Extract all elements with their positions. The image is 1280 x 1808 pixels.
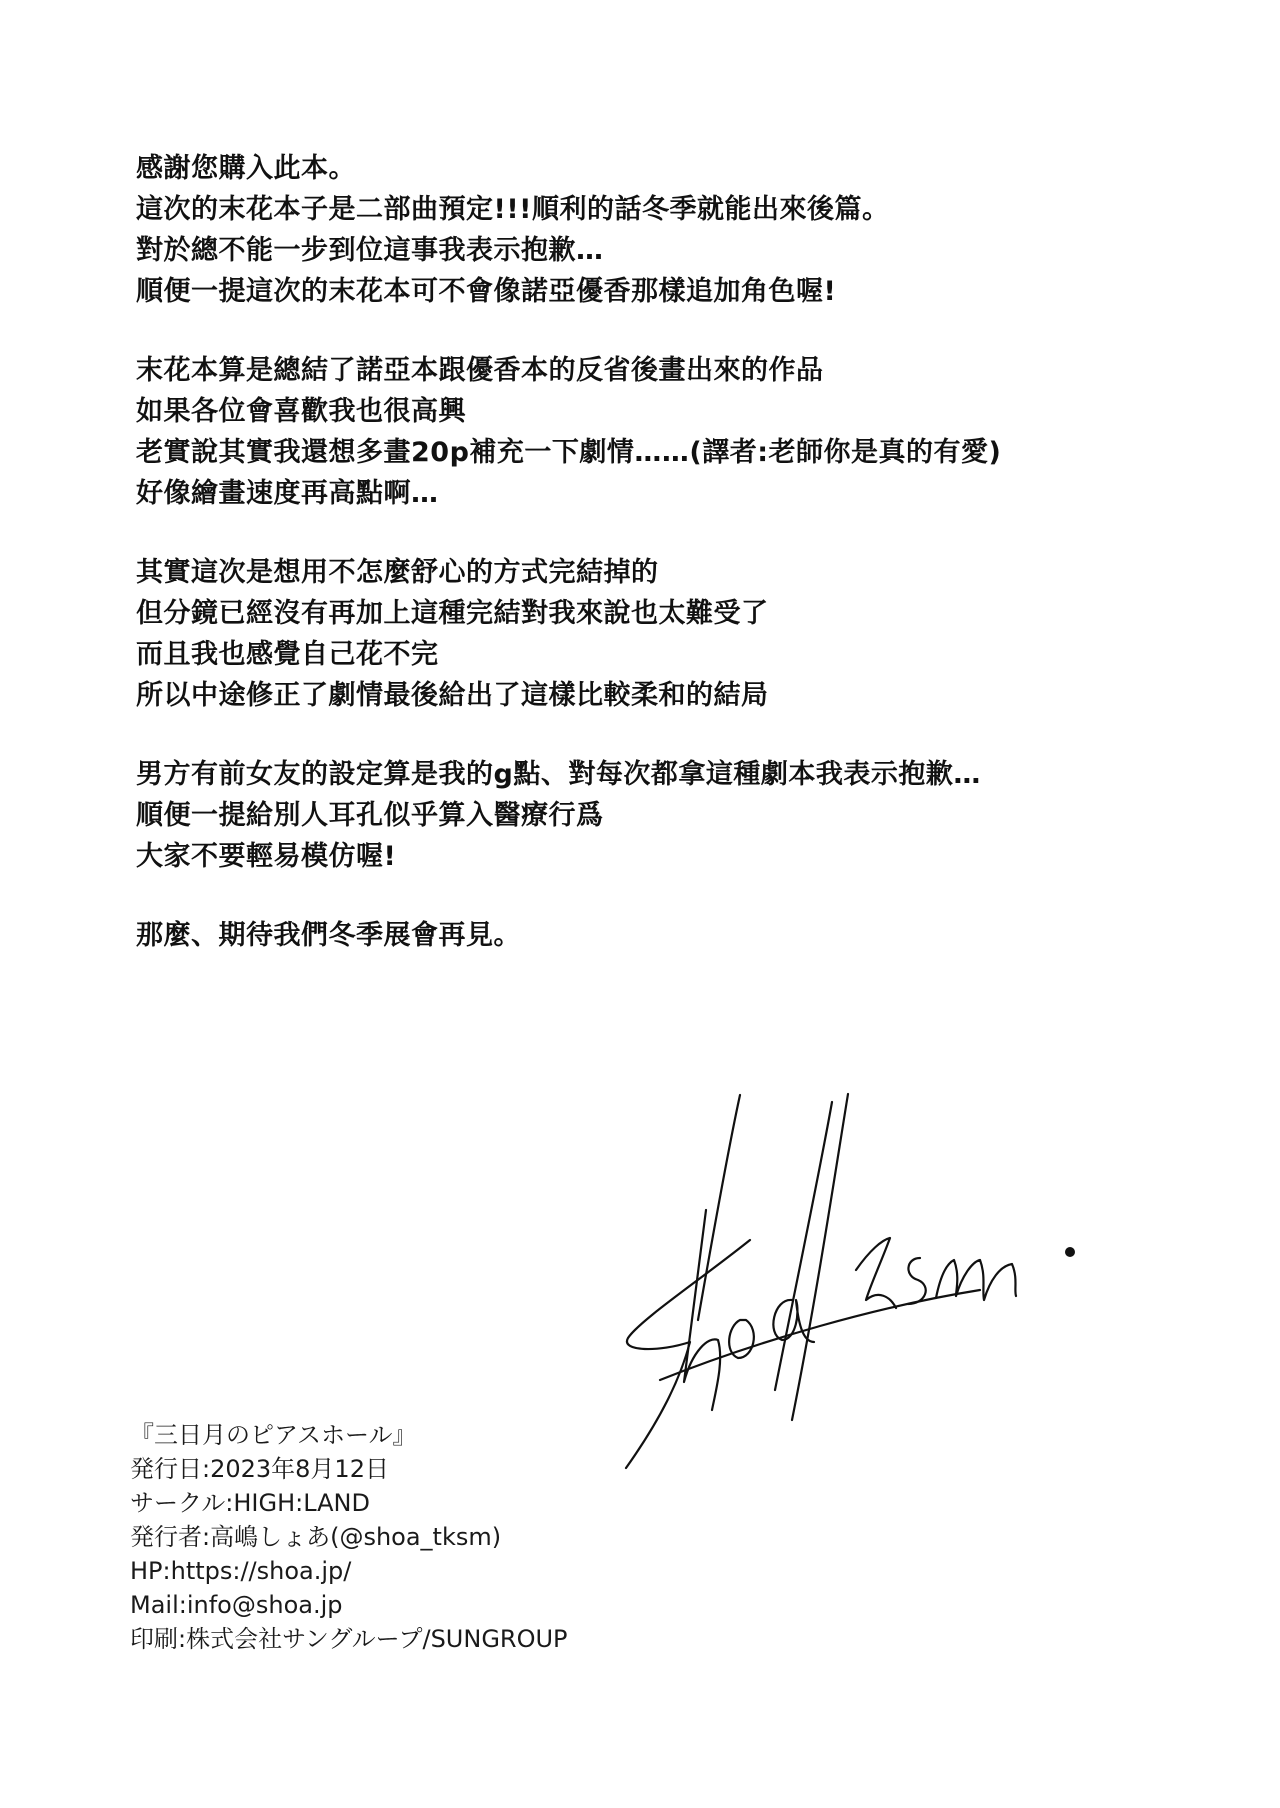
- afterword-paragraph-3: [136, 552, 1156, 716]
- afterword-line: 這次的末花本子是二部曲預定!!!順利的話冬季就能出來後篇。: [136, 194, 890, 225]
- afterword: [136, 148, 1156, 994]
- afterword-line: 而且我也感覺自己花不完: [136, 639, 439, 670]
- afterword-line: 其實這次是想用不怎麼舒心的方式完結掉的: [136, 557, 659, 588]
- afterword-line: 順便一提給別人耳孔似乎算入醫療行爲: [136, 800, 604, 831]
- colophon-mail: Mail:info@shoa.jp: [130, 1591, 343, 1619]
- afterword-line: 順便一提這次的末花本可不會像諾亞優香那樣追加角色喔!: [136, 276, 837, 307]
- afterword-line: 那麼、期待我們冬季展會再見。: [136, 920, 521, 951]
- afterword-line: 如果各位會喜歡我也很高興: [136, 396, 466, 427]
- afterword-paragraph-2: [136, 350, 1156, 514]
- colophon-printer: 印刷:株式会社サングループ/SUNGROUP: [130, 1625, 568, 1653]
- afterword-line: 但分鏡已經沒有再加上這種完結對我來說也太難受了: [136, 598, 769, 629]
- afterword-line: 老實說其實我還想多畫20p補充一下劇情……(譯者:老師你是真的有愛): [136, 437, 1002, 468]
- colophon-issue-date: 発行日:2023年8月12日: [130, 1455, 389, 1483]
- afterword-paragraph-4: [136, 754, 1156, 877]
- colophon-title: 『三日月のピアスホール』: [130, 1421, 417, 1449]
- colophon: [130, 1418, 830, 1656]
- afterword-line: 感謝您購入此本。: [136, 153, 356, 184]
- afterword-line: 好像繪畫速度再高點啊…: [136, 478, 439, 509]
- afterword-paragraph-5: [136, 915, 1156, 956]
- colophon-homepage: HP:https://shoa.jp/: [130, 1557, 352, 1585]
- afterword-line: 末花本算是總結了諾亞本跟優香本的反省後畫出來的作品: [136, 355, 824, 386]
- afterword-line: 大家不要輕易模仿喔!: [136, 841, 397, 872]
- afterword-line: 男方有前女友的設定算是我的g點、對每次都拿這種劇本我表示抱歉…: [136, 759, 981, 790]
- afterword-line: 所以中途修正了劇情最後給出了這樣比較柔和的結局: [136, 680, 769, 711]
- colophon-publisher: 発行者:高嶋しょあ(@shoa_tksm): [130, 1523, 502, 1551]
- afterword-paragraph-1: [136, 148, 1156, 312]
- afterword-line: 對於總不能一步到位這事我表示抱歉…: [136, 235, 604, 266]
- colophon-circle: サークル:HIGH:LAND: [130, 1489, 370, 1517]
